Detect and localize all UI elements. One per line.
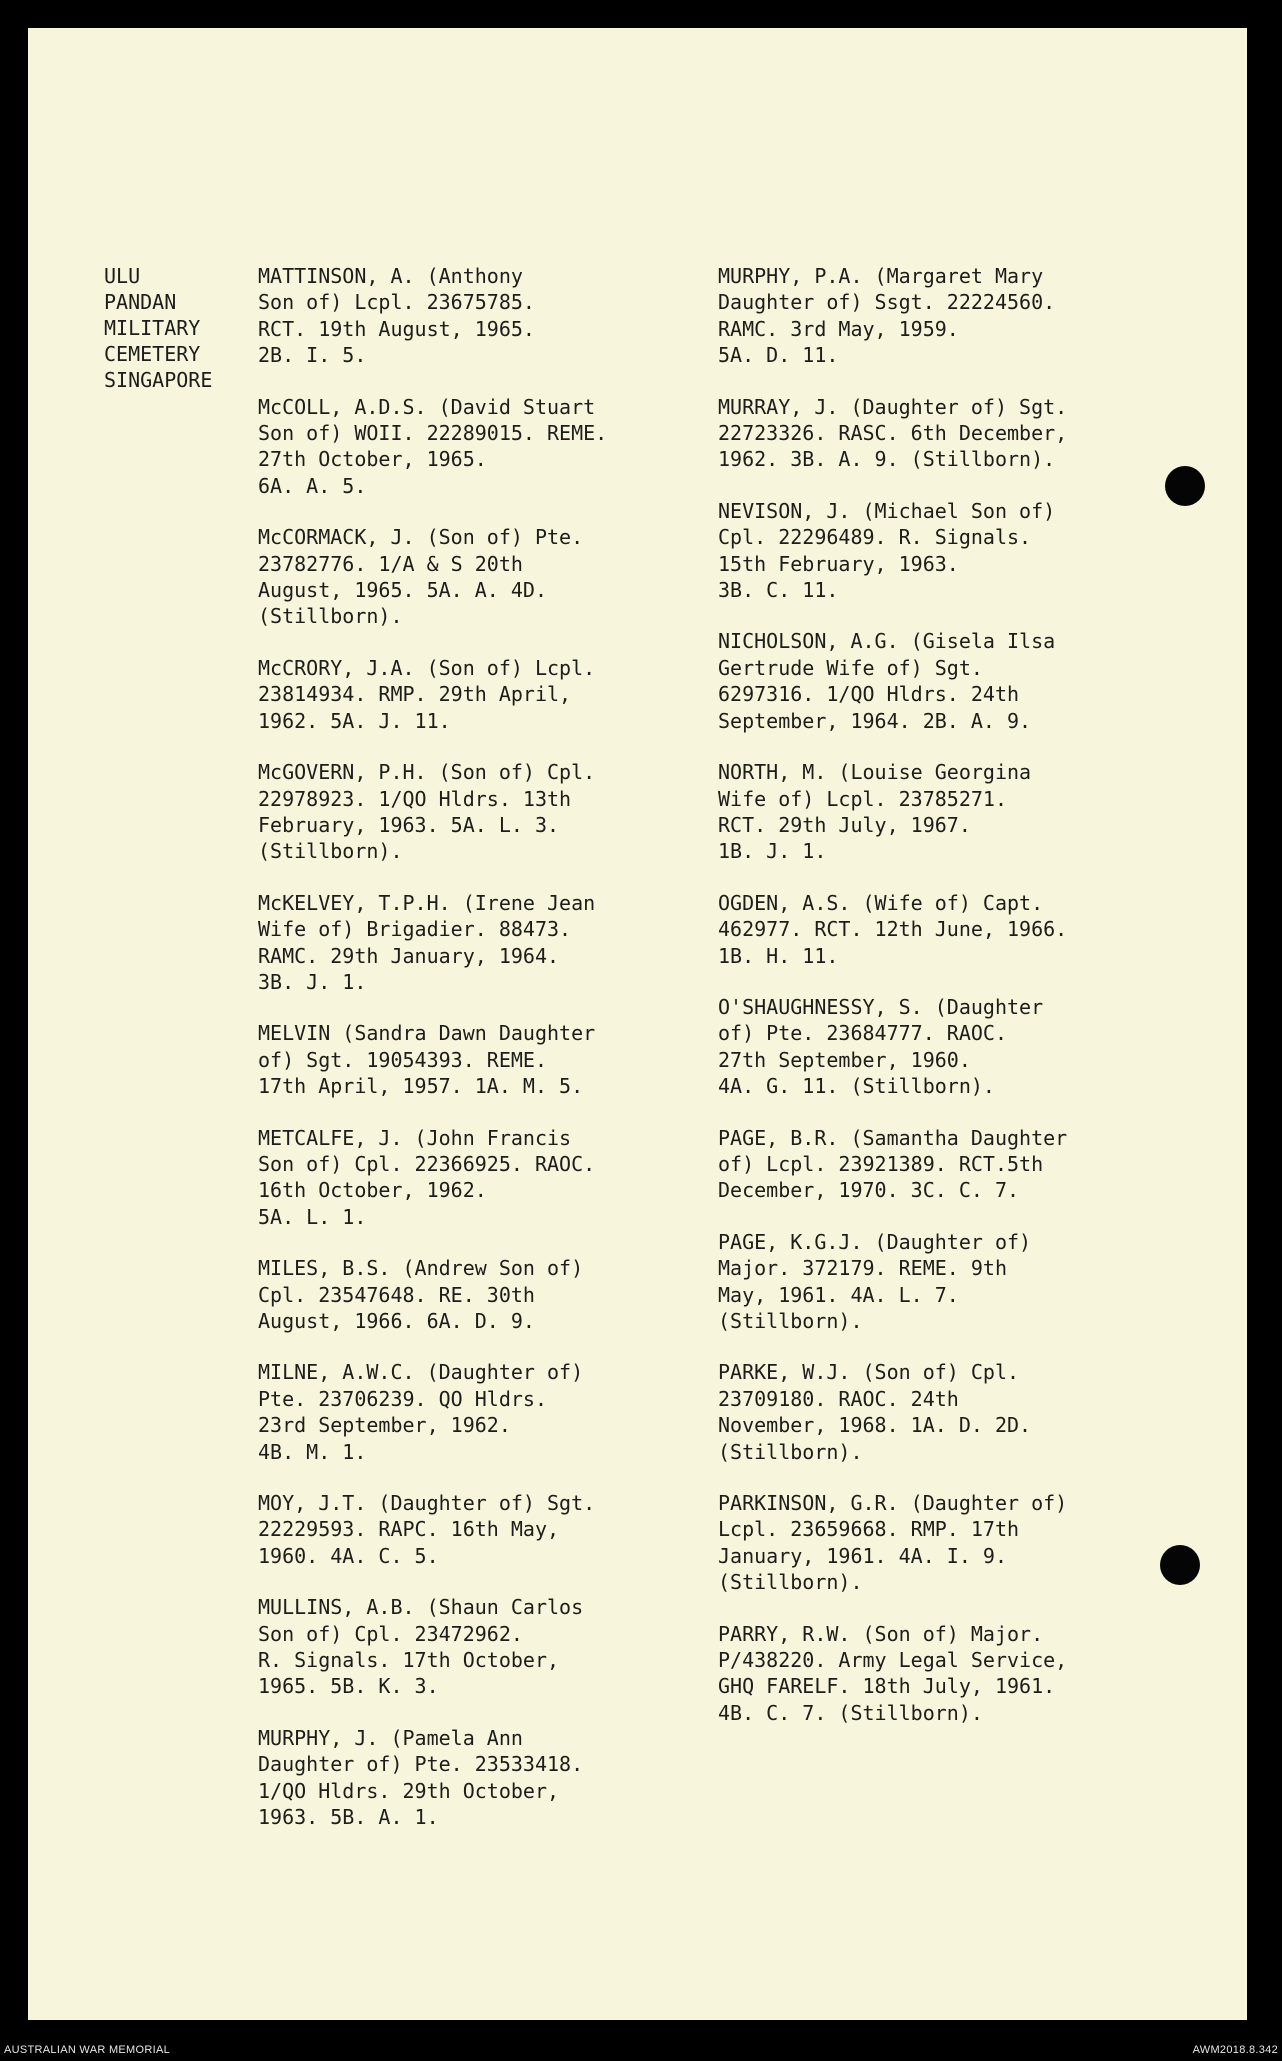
burial-entry: MOY, J.T. (Daughter of) Sgt. 22229593. RAPC. 16th May, 1960. 4A. C. 5. — [258, 1491, 596, 1568]
entries-column-right — [718, 263, 1118, 1751]
burial-entry: METCALFE, J. (John Francis Son of) Cpl. 22366925. RAOC. 16th October, 1962. 5A. L. 1. — [258, 1125, 596, 1229]
burial-entry: MULLINS, A.B. (Shaun Carlos Son of) Cpl. 23472962. R. Signals. 17th October, 1965. 5B. K. 3. — [258, 1595, 584, 1699]
entries-column-left — [258, 263, 658, 1856]
burial-entry: PARKE, W.J. (Son of) Cpl. 23709180. RAOC. 24th November, 1968. 1A. D. 2D. (Stillborn). — [718, 1360, 1032, 1464]
burial-entry: NORTH, M. (Louise Georgina Wife of) Lcpl. 23785271. RCT. 29th July, 1967. 1B. J. 1. — [718, 760, 1032, 864]
burial-entry: MURPHY, J. (Pamela Ann Daughter of) Pte. 23533418. 1/QO Hldrs. 29th October, 1963. 5B. A. 1. — [258, 1725, 584, 1830]
burial-entry: McCRORY, J.A. (Son of) Lcpl. 23814934. RMP. 29th April, 1962. 5A. J. 11. — [258, 655, 596, 733]
burial-entry: NEVISON, J. (Michael Son of) Cpl. 22296489. R. Signals. 15th February, 1963. 3B. C. 11. — [718, 498, 1056, 603]
burial-entry: MILES, B.S. (Andrew Son of) Cpl. 23547648. RE. 30th August, 1966. 6A. D. 9. — [258, 1256, 584, 1333]
burial-entry: MELVIN (Sandra Dawn Daughter of) Sgt. 19054393. REME. 17th April, 1957. 1A. M. 5. — [258, 1021, 596, 1099]
burial-entry: MATTINSON, A. (Anthony Son of) Lcpl. 23675785. RCT. 19th August, 1965. 2B. I. 5. — [258, 264, 535, 368]
burial-entry: MURRAY, J. (Daughter of) Sgt. 22723326. RASC. 6th December, 1962. 3B. A. 9. (Stillborn). — [718, 394, 1068, 472]
burial-entry: PARRY, R.W. (Son of) Major. P/438220. Army Legal Service, GHQ FARELF. 18th July, 1961. 4B. C. 7. (Stillborn). — [718, 1621, 1068, 1725]
burial-entry: MILNE, A.W.C. (Daughter of) Pte. 23706239. QO Hldrs. 23rd September, 1962. 4B. M. 1. — [258, 1360, 584, 1464]
burial-entry: NICHOLSON, A.G. (Gisela Ilsa Gertrude Wife of) Sgt. 6297316. 1/QO Hldrs. 24th September, 1964. 2B. A. 9. — [718, 629, 1056, 733]
burial-entry: MURPHY, P.A. (Margaret Mary Daughter of) Ssgt. 22224560. RAMC. 3rd May, 1959. 5A. D. 11. — [718, 264, 1056, 368]
burial-entry: McGOVERN, P.H. (Son of) Cpl. 22978923. 1/QO Hldrs. 13th February, 1963. 5A. L. 3. (Stillborn). — [258, 760, 596, 864]
burial-entry: PARKINSON, G.R. (Daughter of) Lcpl. 23659668. RMP. 17th January, 1961. 4A. I. 9. (Stillborn). — [718, 1491, 1068, 1595]
punch-hole — [1165, 466, 1205, 506]
burial-entry: OGDEN, A.S. (Wife of) Capt. 462977. RCT. 12th June, 1966. 1B. H. 11. — [718, 890, 1068, 968]
cemetery-location: ULU PANDAN MILITARY CEMETERY SINGAPORE — [104, 264, 213, 392]
burial-entry: McKELVEY, T.P.H. (Irene Jean Wife of) Brigadier. 88473. RAMC. 29th January, 1964. 3B. J. 1. — [258, 890, 596, 994]
archive-credit: AUSTRALIAN WAR MEMORIAL — [4, 2044, 171, 2056]
punch-hole — [1160, 1545, 1200, 1585]
document-page — [28, 28, 1247, 2020]
archive-reference: AWM2018.8.342 — [1192, 2044, 1278, 2056]
burial-entry: PAGE, K.G.J. (Daughter of) Major. 372179. REME. 9th May, 1961. 4A. L. 7. (Stillborn). — [718, 1229, 1032, 1333]
burial-entry: PAGE, B.R. (Samantha Daughter of) Lcpl. 23921389. RCT.5th December, 1970. 3C. C. 7. — [718, 1125, 1068, 1203]
burial-entry: McCOLL, A.D.S. (David Stuart Son of) WOII. 22289015. REME. 27th October, 1965. 6A. A. 5. — [258, 394, 608, 498]
burial-entry: McCORMACK, J. (Son of) Pte. 23782776. 1/A & S 20th August, 1965. 5A. A. 4D. (Stillborn). — [258, 525, 584, 629]
burial-entry: O'SHAUGHNESSY, S. (Daughter of) Pte. 23684777. RAOC. 27th September, 1960. 4A. G. 11. (Stillborn). — [718, 994, 1044, 1099]
